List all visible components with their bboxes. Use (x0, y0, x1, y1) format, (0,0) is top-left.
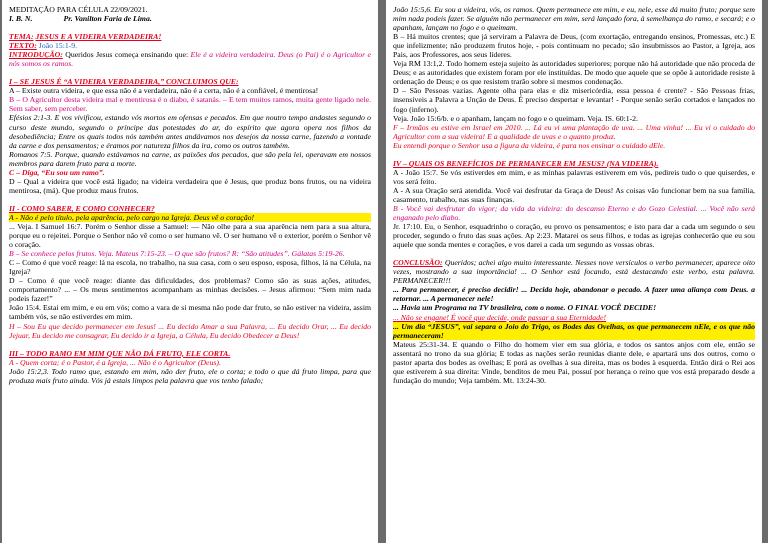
p2-item-d: D – São Pessoas vazias. Agente olha para elas e diz misericórdia, essa pessoa é crente? - São Pessoas frias, insensíveis a Palavra a Unção de Deus. É preciso despertar e levantar! - Porque senão serão cortados e lançados no fogo (inferno). (393, 86, 755, 114)
s2-item-a: A - Não é pelo título, pela aparência, pelo cargo na Igreja. Deus vê o coração! (9, 213, 371, 222)
p2-item-b: B – Há muitos crentes; que já serviram a Palavra de Deus, (com exortação, entregando ensinos, Promessas, etc.) E que infelizmente; não produzem frutos hoje, - pois continuam no pecado; são insubmissos ao Pastor, a Igreja, aos Pais, aos Professores, aos seus líderes. (393, 32, 755, 60)
mateus-25: Mateus 25:31-34. E quando o Filho do homem vier em sua glória, e todos os santos anjos com ele, então se assentará no trono da sua glória; E todas as nações serão reunidas diante dele, e apartará uns dos outros, como o pastor aparta dos bodes as ovelhas; E porá as ovelhas à sua direita, mas os bodes à esquerda. Então dirá o Rei aos que estiverem à sua direita: Vinde, benditos de meu Pai, possuí por herança o reino que vos está preparado desde a fundação do mundo; Veja também. Mt. 13:24-30. (393, 339, 755, 385)
s1-item-d: D – Qual a videira que você está ligado; na videira verdadeira que é Jesus, que produz bons frutos, ou na videira mentirosa, (má). Que produz maus frutos. (9, 176, 371, 195)
p2-joao-15-5: João 15:5,6. Eu sou a videira, vós, os ramos. Quem permanece em mim, e eu, nele, esse dá muito fruto; porque sem mim nada podeis fazer. Se alguém não permanecer em mim, será lançado fora, à semelhança do ramo, e secará; e o apanham, lançam no fogo e o queimam. (393, 5, 755, 33)
section-4-heading: IV – QUAIS OS BENEFÍCIOS DE PERMANECER EM JESUS? (NA VIDEIRA). (393, 158, 659, 168)
s4-item-b: B - Você vai desfrutar do vigor; da vida da videira: do descanso Eterno e do Gozo Celestial. ... Você não será enganado pelo diabo. (393, 203, 755, 223)
p2-veja-joao: Veja. João 15:6/b. e o apanham, lançam no fogo e o queimam. Veja. IS. 60:1-2. (393, 113, 638, 123)
tema-line: TEMA: JESUS E A VIDEIRA VERDADEIRA! (9, 32, 162, 42)
header-pastor: Pr. Vanilton Faria de Lima. (63, 14, 152, 24)
s1-item-a: A – Existe outra videira, e que essa não é a verdadeira, não é a certa, não é a confiável, é mentirosa! (9, 86, 319, 96)
page-left (2, 0, 378, 543)
section-1-heading: I – SE JESUS É “A VIDEIRA VERDADEIRA,” CONCLUIMOS QUE: (9, 77, 239, 87)
s4-item-a2: A - A sua Oração será atendida. Você vai desfrutar da Graça de Deus! As coisas vão funcionar bem na sua família, casamento, trabalho, nas suas finanças. (393, 185, 755, 204)
s1-efesios: Efésios 2:1-3. E vos vivificou, estando vós mortos em ofensas e pecados. Em que noutro tempo andastes segundo o curso deste mundo, segundo o príncipe das potestades do ar, do espírito que agora opera nos filhos da desobediência; Entre os quais todos nós também antes andávamos nos desejos da nossa carne, fazendo a vontade da carne e dos pensamentos; e éramos por natureza filhos da ira, como os outros também. (9, 113, 371, 150)
p2-veja-rm: Veja RM 13:1,2. Todo homem esteja sujeito às autoridades superiores; porque não há autoridade que não proceda de Deus; e as autoridades que existem foram por ele instituídas. De modo que aquele que se opõe à autoridade resiste à ordenação de Deus; e os que resistem trarão sobre si mesmos condenação. (393, 59, 755, 87)
s3-joao: João 15:2,3. Todo ramo que, estando em mim, não der fruto, ele o corta; e todo o que dá fruto limpa, para que produza mais fruto ainda. Vós já estais limpos pela palavra que vos tenho falado; (9, 366, 371, 385)
conclusion-3: ... Havia um Programa na TV brasileira, com o nome. O FINAL VOCÊ DECIDE! (393, 303, 657, 313)
s2-item-b: B – Se conhece pelos frutos. Veja. Mateus 7:15-23. – O que são frutos? R: “São atitudes”. Gálatas 5:19-26. (9, 249, 345, 259)
s2-joao: João 15:4. Estai em mim, e eu em vós; como a vara de si mesma não pode dar fruto, se não estiver na videira, assim também vós, se não estiverdes em mim. (9, 303, 371, 322)
header-church-pastor (9, 14, 371, 23)
s2-samuel: ... Veja. I Samuel 16:7. Porém o Senhor disse a Samuel: — Não olhe para a sua aparência nem para a sua altura, porque eu o rejeitei. Porque o Senhor não vê como o ser humano vê. O ser humano vê o exterior, porém o Senhor vê o coração. (9, 221, 371, 250)
section-2-heading: II - COMO SABER, E COMO CONHECER? (9, 203, 155, 213)
intro-line: INTRODUÇÃO: Queridos Jesus começa ensinando que: Ele é a videira verdadeira. Deus (o Pai) é o Agricultor e nós somos os ramos. (9, 50, 371, 69)
conclusion-4: ... Não se engane! É você que decide, onde passar a sua Eternidade! (393, 312, 607, 322)
page-right (386, 0, 762, 543)
conclusion-line: CONCLUSÃO: Queridos; achei algo muito interessante. Nesses nove versículos o verbo permanecer, aparece oito vezes, mostrando a sua importância! ... O Senhor está focando, está destacando este verbo, esta palavra. PERMANECER!!! (393, 258, 755, 286)
s2-item-h: H – Sou Eu que decido permanecer em Jesus! ... Eu decido Amar a sua Palavra, ... Eu decido Orar, ... Eu decido Jejuar, Eu decido me consagrar, Eu decido ir a Igreja, a Célula, Eu decido Obedecer a Deus! (9, 321, 371, 340)
s3-item-a: A - Quem corta; é o Pastor, é a Igreja, ... Não é o Agricultor (Deus). (9, 357, 221, 367)
conclusion-5: ... Um dia “JESUS”, vai separa o Joio do Trigo, os Bodes das Ovelhas, os que permanecem nEle, e os que não permaneceram! (393, 321, 755, 340)
p2-entendi: Eu entendi porque o Senhor usa a figura da videira, é para nos ensinar o cuidado dEle. (393, 140, 666, 150)
s4-jeremias: Jr. 17:10. Eu, o Senhor, esquadrinho o coração, eu provo os pensamentos; e isto para dar a cada um segundo o seu proceder, segundo o fruto das suas ações. Ap 2:23. Matarei os seus filhos, e todas as igrejas conhecerão que eu sou aquele que sonda mentes e corações, e vos darei a cada um segundo as vossas obras. (393, 222, 755, 250)
s1-item-c: C – Diga, “Eu sou um ramo”. (9, 167, 105, 177)
s2-item-c: C – Como é que você reage: lá na escola, no trabalho, na sua casa, com o seu esposo, esposa, filhos, lá na Célula, na Igreja? (9, 258, 371, 277)
texto-line: TEXTO: João 15:1-9. (9, 41, 78, 51)
s4-item-a: A - João 15:7. Se vós estiverdes em mim, e as minhas palavras estiverem em vós, pedireis tudo o que quiserdes, e vos será feito. (393, 167, 755, 186)
section-3-heading: III – TODO RAMO EM MIM QUE NÃO DÁ FRUTO, ELE CORTA. (9, 348, 231, 358)
header-title: MEDITAÇÃO PARA CÉLULA 22/09/2021. (9, 5, 148, 14)
s1-romanos: Romanos 7:5. Porque, quando estávamos na carne, as paixões dos pecados, que são pela lei, operavam em nossos membros para darem fruto para a morte. (9, 149, 371, 168)
conclusion-2: ... Para permanecer, é preciso decidir! ... Decida hoje, abandonar o pecado. A fazer uma aliança com Deus. a retornar. ... A permanecer nele! (393, 285, 755, 304)
p2-item-f: F – Irmãos eu estive em Israel em 2010. ... Lá eu vi uma plantação de uva. ... Uma vinha! ... Eu vi o cuidado do Agricultor com a sua videira! E a qualidade de uvas e o quanto produz. (393, 122, 755, 141)
s1-item-b: B – O Agricultor desta videira mal e mentirosa é o diabo, é satanás. – E tem muitos ramos, muita gente ligado nele. Sem saber, sem perceber. (9, 95, 371, 114)
header-church: I. B. N. (9, 14, 33, 24)
s2-item-d: D – Como é que você reage: diante das dificuldades, dos problemas? Como são as suas ações, atitudes, comportamento? ... – Os meus sentimentos acompanham as minhas decisões. – Jesus afirmou: “Sem mim nada podeis fazer!” (9, 276, 371, 304)
